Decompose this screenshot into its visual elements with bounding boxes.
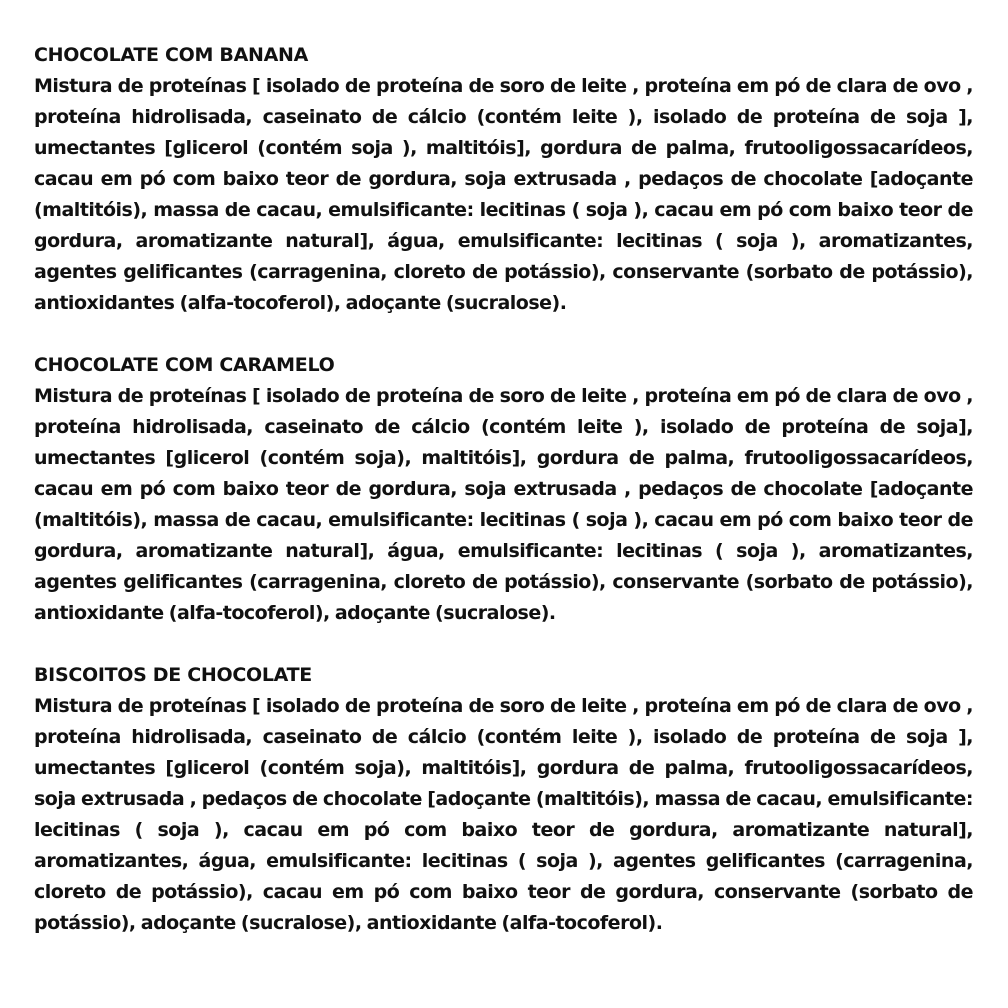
section-title: BISCOITOS DE CHOCOLATE — [34, 664, 312, 686]
ingredients-text: Mistura de proteínas [ isolado de proteína de soro de leite , proteína em pó de clara de ovo , proteína hidrolisada, caseinato de cálcio (contém leite ), isolado de proteína de soja], umectantes [glicerol (contém soja), maltitóis], gordura de palma, frutooligossacarídeos, cacau em pó com baixo teor de gordura, soja extrusada , pedaços de chocolate [adoçante (maltitóis), massa de cacau, emulsificante: lecitinas ( soja ), cacau em pó com baixo teor de gordura, aromatizante natural], água, emulsificante: lecitinas ( soja ), aromatizantes, agentes gelificantes (carragenina, cloreto de potássio), conservante (sorbato de potássio), antioxidante (alfa-tocoferol), adoçante (sucralose). — [34, 385, 973, 624]
ingredients-document — [34, 40, 973, 970]
ingredients-text: Mistura de proteínas [ isolado de proteína de soro de leite , proteína em pó de clara de ovo , proteína hidrolisada, caseinato de cálcio (contém leite ), isolado de proteína de soja ], umectantes [glicerol (contém soja ), maltitóis], gordura de palma, frutooligossacarídeos, cacau em pó com baixo teor de gordura, soja extrusada , pedaços de chocolate [adoçante (maltitóis), massa de cacau, emulsificante: lecitinas ( soja ), cacau em pó com baixo teor de gordura, aromatizante natural], água, emulsificante: lecitinas ( soja ), aromatizantes, agentes gelificantes (carragenina, cloreto de potássio), conservante (sorbato de potássio), antioxidantes (alfa-tocoferol), adoçante (sucralose). — [34, 75, 973, 314]
section-chocolate-com-caramelo — [34, 350, 973, 629]
section-title: CHOCOLATE COM CARAMELO — [34, 354, 335, 376]
ingredients-text: Mistura de proteínas [ isolado de proteína de soro de leite , proteína em pó de clara de ovo , proteína hidrolisada, caseinato de cálcio (contém leite ), isolado de proteína de soja ], umectantes [glicerol (contém soja), maltitóis], gordura de palma, frutooligossacarídeos, soja extrusada , pedaços de chocolate [adoçante (maltitóis), massa de cacau, emulsificante: lecitinas ( soja ), cacau em pó com baixo teor de gordura, aromatizante natural], aromatizantes, água, emulsificante: lecitinas ( soja ), agentes gelificantes (carragenina, cloreto de potássio), cacau em pó com baixo teor de gordura, conservante (sorbato de potássio), adoçante (sucralose), antioxidante (alfa-tocoferol). — [34, 695, 973, 934]
section-biscoitos-de-chocolate — [34, 660, 973, 939]
section-chocolate-com-banana — [34, 40, 973, 319]
section-title: CHOCOLATE COM BANANA — [34, 44, 308, 66]
